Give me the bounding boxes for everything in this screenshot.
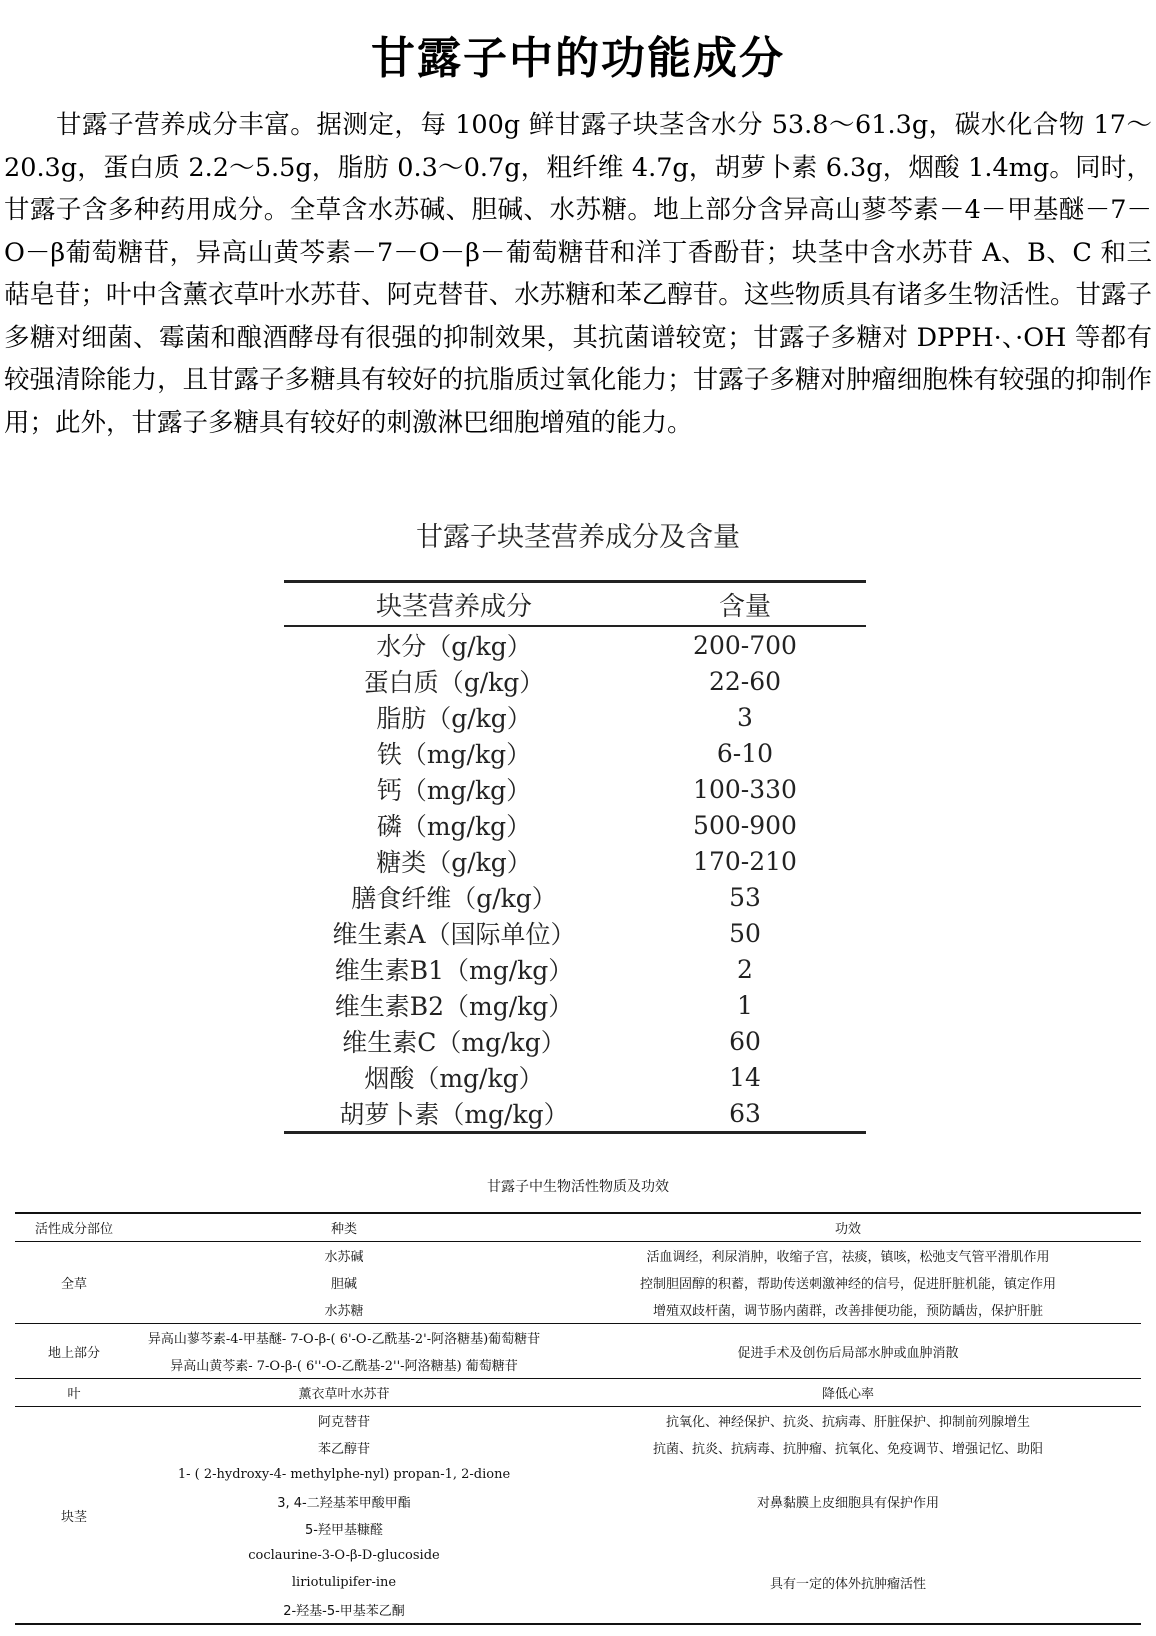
effect-cell: 抗菌、抗炎、抗病毒、抗肿瘤、抗氧化、免疫调节、增强记忆、助阳 [652, 1442, 1043, 1457]
table-row [15, 1296, 1141, 1324]
table-row [15, 1269, 1141, 1296]
bioactive-header-part: 活性成分部位 [15, 1213, 133, 1242]
table-row [284, 951, 866, 987]
table-row [284, 771, 866, 807]
bioactive-table [15, 1212, 1141, 1625]
nutrient-name: 蛋白质（g/kg） [363, 668, 545, 697]
compound-cell: 胆碱 [330, 1277, 357, 1292]
nutrient-name: 铁（mg/kg） [376, 740, 532, 769]
compound-cell: 水苏糖 [133, 1296, 555, 1324]
nutrient-name: 维生素B2（mg/kg） [334, 992, 574, 1021]
table-row [284, 699, 866, 735]
compound-cell: 异高山蓼芩素-4-甲基醚- 7-O-β-( 6'-O-乙酰基-2'-阿洛糖基)葡萄糖苷 [147, 1332, 541, 1347]
nutrient-value: 500-900 [693, 810, 797, 840]
nutrient-name: 维生素A（国际单位） [332, 920, 576, 949]
table-row [15, 1407, 1141, 1435]
compound-cell: 1- ( 2-hydroxy-4- methylphe-nyl) propan-1, 2-dione [177, 1467, 511, 1482]
part-cell: 块茎 [15, 1407, 133, 1625]
nutrient-name: 水分（g/kg） [376, 632, 532, 661]
effect-cell: 增殖双歧杆菌，调节肠内菌群，改善排便功能，预防龋齿，保护肝脏 [555, 1296, 1141, 1324]
nutrition-table-title: 甘露子块茎营养成分及含量 [416, 522, 740, 553]
nutrient-name: 维生素B1（mg/kg） [334, 956, 574, 985]
compound-cell: 2-羟基-5-甲基苯乙酮 [133, 1596, 555, 1624]
nutrient-name: 维生素C（mg/kg） [342, 1028, 566, 1057]
nutrient-name: 糖类（g/kg） [376, 848, 532, 877]
compound-cell: 3, 4-二羟基苯甲酸甲酯 [277, 1496, 411, 1511]
nutrient-value: 60 [729, 1026, 761, 1056]
compound-cell: coclaurine-3-O-β-D-glucoside [248, 1548, 440, 1563]
table-row [284, 915, 866, 951]
bioactive-header-effect: 功效 [555, 1213, 1141, 1242]
table-row [15, 1242, 1141, 1270]
compound-cell: 5-羟甲基糠醛 [305, 1523, 383, 1538]
effect-cell: 具有一定的体外抗肿瘤活性 [555, 1542, 1141, 1624]
page-title: 甘露子中的功能成分 [371, 33, 785, 85]
nutrition-header-amount: 含量 [624, 582, 866, 627]
effect-cell: 抗氧化、神经保护、抗炎、抗病毒、肝脏保护、抑制前列腺增生 [665, 1415, 1030, 1430]
compound-cell: 异高山黄芩素- 7-O-β-( 6''-O-乙酰基-2''-阿洛糖基) 葡萄糖苷 [133, 1351, 555, 1379]
bioactive-header-type: 种类 [133, 1213, 555, 1242]
table-row [284, 663, 866, 699]
effect-cell: 对鼻黏膜上皮细胞具有保护作用 [756, 1496, 939, 1511]
intro-paragraph: 甘露子营养成分丰富。据测定，每 100g 鲜甘露子块茎含水分 53.8～61.3g，碳水化合物 17～20.3g，蛋白质 2.2～5.5g，脂肪 0.3～0.7g，粗纤维 4.7g，胡萝卜素 6.3g，烟酸 1.4mg。同时，甘露子含多种药用成分。全草含水苏碱、胆碱、水苏糖。地上部分含异高山蓼芩素－4－甲基醚－7－O－β葡萄糖苷，异高山黄芩素－7－O－β－葡萄糖苷和洋丁香酚苷；块茎中含水苏苷 A、B、C 和三萜皂苷；叶中含薰衣草叶水苏苷、阿克替苷、水苏糖和苯乙醇苷。这些物质具有诸多生物活性。甘露子多糖对细菌、霉菌和酿酒酵母有很强的抑制效果，其抗菌谱较宽；甘露子多糖对 DPPH·、·OH 等都有较强清除能力，且甘露子多糖具有较好的抗脂质过氧化能力；甘露子多糖对肿瘤细胞株有较强的抑制作用；此外，甘露子多糖具有较好的刺激淋巴细胞增殖的能力。 [4, 110, 1152, 438]
table-row [15, 1542, 1141, 1569]
nutrient-value: 63 [624, 1095, 866, 1133]
nutrient-value: 14 [729, 1062, 761, 1092]
table-row [284, 987, 866, 1023]
bioactive-table-title: 甘露子中生物活性物质及功效 [487, 1179, 669, 1195]
nutrient-name: 钙（mg/kg） [376, 776, 532, 805]
nutrient-name: 烟酸（mg/kg） [364, 1064, 544, 1093]
nutrient-name: 脂肪（g/kg） [376, 704, 532, 733]
effect-cell: 降低心率 [555, 1379, 1141, 1407]
part-cell: 叶 [15, 1379, 133, 1407]
nutrient-name: 胡萝卜素（mg/kg） [284, 1095, 624, 1133]
nutrient-value: 53 [729, 882, 761, 912]
compound-cell: 水苏碱 [324, 1250, 364, 1265]
table-row [284, 1023, 866, 1059]
nutrient-value: 2 [737, 954, 753, 984]
nutrient-name: 膳食纤维（g/kg） [351, 884, 557, 913]
table-row [284, 843, 866, 879]
table-row [284, 1095, 866, 1133]
table-row [284, 1059, 866, 1095]
nutrition-header-component: 块茎营养成分 [284, 582, 624, 627]
table-row [15, 1324, 1141, 1352]
nutrient-value: 170-210 [693, 846, 797, 876]
nutrient-value: 6-10 [716, 738, 774, 768]
effect-cell: 控制胆固醇的积蓄，帮助传送刺激神经的信号，促进肝脏机能，镇定作用 [639, 1277, 1056, 1292]
nutrient-name: 磷（mg/kg） [376, 812, 532, 841]
compound-cell: 苯乙醇苷 [317, 1442, 370, 1457]
effect-cell: 活血调经，利尿消肿，收缩子宫，祛痰，镇咳，松弛支气管平滑肌作用 [646, 1250, 1050, 1265]
nutrient-value: 3 [737, 702, 753, 732]
nutrient-value: 22-60 [708, 666, 782, 696]
table-row [15, 1461, 1141, 1488]
nutrient-value: 100-330 [693, 774, 797, 804]
compound-cell: liriotulipifer-ine [291, 1575, 397, 1590]
table-row [284, 626, 866, 663]
nutrient-value: 200-700 [693, 630, 797, 660]
compound-cell: 薰衣草叶水苏苷 [133, 1379, 555, 1407]
part-cell: 全草 [15, 1242, 133, 1324]
table-row [284, 735, 866, 771]
part-cell: 地上部分 [15, 1324, 133, 1379]
table-row [284, 879, 866, 915]
nutrition-table [284, 580, 866, 1134]
compound-cell: 阿克替苷 [317, 1415, 370, 1430]
table-row [15, 1379, 1141, 1407]
nutrition-header-row [284, 582, 866, 627]
nutrient-value: 50 [729, 918, 761, 948]
effect-cell: 促进手术及创伤后局部水肿或血肿消散 [555, 1324, 1141, 1379]
nutrient-value: 1 [737, 990, 753, 1020]
table-row [15, 1434, 1141, 1461]
bioactive-header-row [15, 1213, 1141, 1242]
table-row [284, 807, 866, 843]
